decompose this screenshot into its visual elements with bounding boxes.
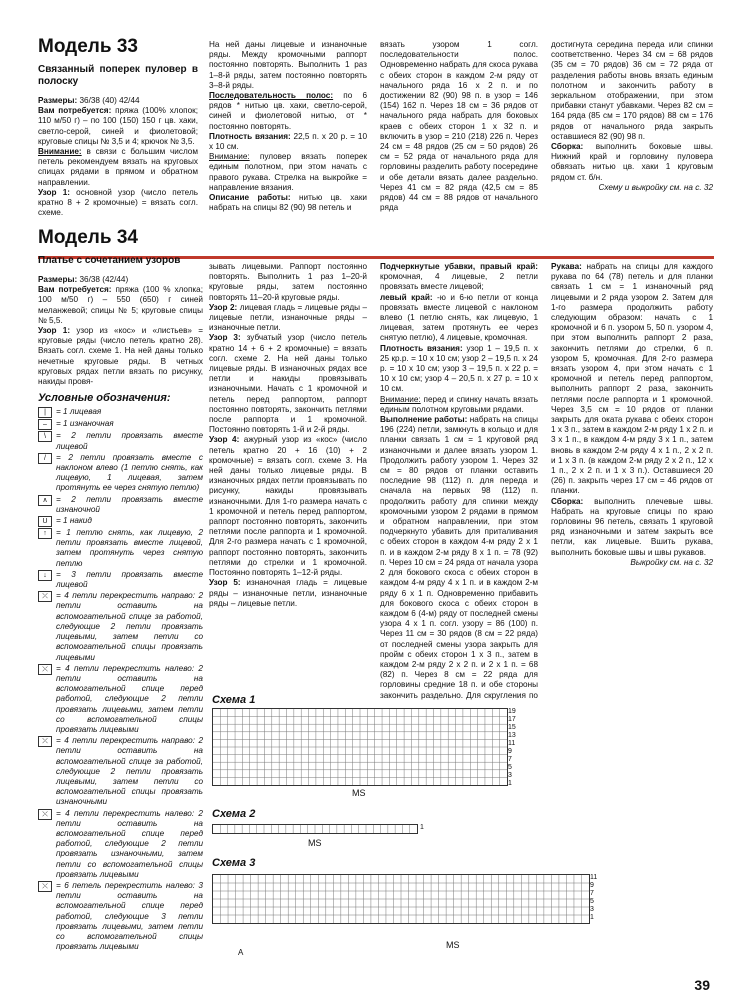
legend-symbol-icon: ⤫ (38, 591, 52, 602)
legend-item (38, 495, 203, 515)
text: основной узор (число петель кратно 8 + 2 кромочные) = вязать согл. схеме. (38, 187, 198, 218)
row-number: 1 (508, 780, 512, 787)
text: лицевая гладь = лицевые ряды – лицевые петли, изнаночные ряды – изнаночные петли. (209, 302, 367, 333)
model34-col4 (551, 262, 713, 962)
legend-symbol-icon: \ (38, 431, 52, 442)
legend-item (38, 516, 203, 527)
legend-symbol-icon: ⤫ (38, 736, 52, 747)
legend-item (38, 570, 203, 590)
legend-text: = 1 изнаночная (56, 419, 114, 429)
legend-symbol-icon: ↑ (38, 528, 52, 539)
row-number: 11 (590, 874, 598, 881)
scheme3-title: Схема 3 (212, 857, 256, 869)
row-number: 15 (508, 724, 516, 731)
text: нитью цв. хаки набрать на спицы 82 (90) 98 петель и (209, 193, 367, 213)
legend-text: = 4 петли перекрестить налево: 2 петли оставить на вспомогательной спице перед работой, следующие 2 петли провязать изнаночными, затем петли со вспомогательной спицы провязать лицевыми (56, 808, 203, 879)
row-number: 1 (420, 824, 424, 831)
label: Размеры: (38, 96, 78, 105)
label: Последовательность полос: (209, 91, 334, 101)
text: -ю и 6-ю петли от конца провязать вместе лицевой с наклоном влево (1 петлю снять, как лицевую, 1 лицевая, затем протянуть ее через снятую петлю), 4 лицевые, кромочная. (380, 292, 538, 343)
label: Плотность вязания: (380, 343, 463, 353)
text: вязать узором 1 согл. последовательности полос. Одновременно набрать для скоса рукава с обеих сторон в каждом 2-м ряду от начального ряда 16 х 2 п. и по достижении 82 (90) 98 п. в узор = 146 (154) 162 п. Через 18 см = 36 рядов от начального ряда набрать для боковых краев с обеих сторон 1 х 32 п. и включить в узор = 210 (218) 226 п. Через 24 см = 48 рядов (25 см = 50 рядов) 26 см = 52 ряда от начального ряда для горловины разделить работу посередине и обе детали вязать далее раздельно. Через 41 см = 82 ряда (42,5 см = 85 рядов) 44 см = 88 рядов от начального ряда (380, 40, 538, 213)
label: Размеры: (38, 275, 78, 284)
row-number: 1 (590, 914, 594, 921)
label: Узор 5: (209, 578, 241, 588)
row-number: 19 (508, 708, 516, 715)
page-number: 39 (694, 977, 710, 993)
row-number: 7 (508, 756, 512, 763)
legend-list (38, 407, 203, 952)
row-number: 3 (590, 906, 594, 913)
reference-note: Схему и выкройку см. на с. 32 (598, 182, 713, 192)
label: Описание работы: (209, 193, 291, 203)
label: Внимание: (38, 147, 82, 157)
legend-text: = 4 петли перекрестить направо: 2 петли оставить на вспомогательной спице за работой, следующие 2 петли провязать лицевыми, затем петли со вспомогательной спицы провязать изнаночными (56, 736, 203, 807)
model34-col3 (380, 262, 538, 702)
text: пряжа (100% хлопок; 110 м/50 г) – по 100 (150) 150 г цв. хаки, светло-серой, синей и фиолетовой; круговые спицы № 3,5 и 4; крючок № 3,5. (38, 106, 198, 146)
text: выполнить плечевые швы. Набрать на круговые спицы по краю горловины 96 петель, связать 1 круговой ряд изнаночными и затем закрыть все петли, как лицевые. Вшить рукава, выполнить боковые швы и швы рукавов. (551, 496, 713, 557)
legend-text: = 3 петли провязать вместе лицевой (56, 569, 203, 590)
legend-title: Условные обозначения: (38, 392, 171, 405)
model33-subtitle: Связанный поперек пуловер в полоску (38, 64, 198, 87)
scheme1-grid (212, 708, 508, 786)
scheme3-ms-label: MS (446, 940, 460, 950)
row-number: 11 (508, 740, 516, 747)
text: 22,5 п. х 20 р. = 10 х 10 см. (209, 131, 367, 152)
legend-symbol-icon: – (38, 419, 52, 430)
row-number: 13 (508, 732, 516, 739)
legend-text: = 2 петли провязать вместе лицевой (56, 431, 203, 451)
label: Внимание: (380, 394, 421, 404)
model33-col1 (38, 36, 198, 236)
legend-item (38, 431, 203, 451)
label: Вам потребуется: (38, 106, 112, 116)
legend-text: = 2 петли провязать вместе изнаночной (56, 494, 203, 514)
legend-text: = 1 лицевая (56, 407, 102, 417)
legend-text: = 2 петли провязать вместе с наклоном влево (1 петлю снять, как лицевую, 1 лицевая, затем протянуть ее через снятую петлю) (56, 452, 203, 493)
scheme2-ms-label: MS (308, 838, 322, 848)
legend-text: = 1 петлю снять, как лицевую, 2 петли провязать вместе лицевой, затем протянуть через снятую петлю (56, 528, 203, 568)
text: На ней даны лицевые и изнаночные ряды. Между кромочными раппорт постоянно повторять. Выполнить 1 раз 1–8-й ряды, затем постоянно повторять 3–8-й ряды. (209, 40, 367, 90)
reference-note: Выкройку см. на с. 32 (630, 557, 713, 567)
text: зубчатый узор (число петель кратно 14 + 6 + 2 кромочные) = вязать согл. схеме 2. На ней даны только лицевые ряды. В изнаночных рядах все петли и накиды провязывать изнаночными. Начать с 1 кромочной и петель перед раппортом, раппорт постоянно повторять, закончить петлями после раппорта и 1 кромочной. Постоянно повторять 1-й и 2-й ряды. (209, 333, 367, 435)
row-number: 3 (508, 772, 512, 779)
label: Выполнение работы: (380, 415, 468, 425)
scheme1-title: Схема 1 (212, 694, 256, 706)
legend-item (38, 419, 203, 430)
text: набрать на спицы 196 (224) петли, замкнуть в кольцо и для планки связать 1 см = 1 круговой ряд изнаночными и далее вязать узором 1. Продолжить работу узором 1. Через 32 см = 80 рядов от планки оставить последние 98 (112) п. для переда и сначала на первых 98 (112) п. продолжить работу для спинки между кромочными узором 2 рядами в прямом и обратном направлении, при этом подчеркнуто убавить для приталивания с обеих сторон в каждом 4-м ряду 2 х 1 п. и в каждом 2-м ряду 8 х 1 п. = 78 (92) п. Через 10 см = 24 ряда от начала узора 2 для бокового скоса с обеих сторон в каждом 4-м ряду 4 х 1 п. и в каждом 2-м ряду 6 х 1 п. Одновременно прибавить для бокового скоса с обеих сторон в каждом 6 (4-м) ряду от последней смены узора 4 х 1 п. согл. узору = 86 (100) п. Через 11 см = 30 рядов (8 см = 22 ряда) от последней смены узора закрыть для пройм с обеих сторон 1 х 3 п., затем в каждом 2-м ряду 2 х 2 п. и 2 х 1 п. = 68 (82) п. Через 8 см = 22 ряда для горловины средние 18 п. и обе стороны закончить раздельно. Для скругления по (380, 415, 538, 700)
legend-item (38, 528, 203, 569)
legend-symbol-icon: ⤬ (38, 664, 52, 675)
legend-item (38, 664, 203, 735)
legend-text: = 1 накид (56, 516, 92, 526)
label: Узор 4: (209, 435, 240, 445)
label: Внимание: (209, 152, 250, 162)
legend-item (38, 881, 203, 952)
row-number: 7 (590, 890, 594, 897)
legend-text: = 4 петли перекрестить налево: 2 петли оставить на вспомогательной спице перед работой, следующие 2 петли провязать лицевыми, затем петли со вспомогательной спицы провязать лицевыми (56, 663, 203, 734)
label: Вам потребуется: (38, 285, 112, 295)
scheme3-grid (212, 874, 590, 924)
scheme3-row-labels (590, 874, 597, 922)
legend-symbol-icon: / (38, 453, 52, 464)
scheme2-grid (212, 824, 418, 834)
label: Рукава: (551, 262, 582, 271)
legend-symbol-icon: ⤬ (38, 881, 52, 892)
row-number: 17 (508, 716, 516, 723)
text: в связи с большим числом петель рекомендуем вязать на круговых спицах рядами в прямом и обратном направлении. (38, 147, 198, 187)
row-number: 5 (508, 764, 512, 771)
legend-symbol-icon: U (38, 516, 52, 527)
text: изнаночная гладь = лицевые ряды – изнаночные петли, изнаночные ряды – лицевые петли. (209, 578, 367, 608)
scheme2-title: Схема 2 (212, 808, 256, 820)
text: узор из «кос» и «листьев» = круговые ряды (число петель кратно 28). Вязать согл. схеме 1. На ней даны только нечетные круговые ряды. В четных круговых рядах петли вязать по рисунку, накиды провя- (38, 326, 203, 387)
legend-item (38, 453, 203, 494)
text: пуловер вязать поперек единым полотном, при этом начать с правого рукава. Стрелка на выкройке = направление вязания. (209, 152, 367, 192)
legend-symbol-icon: | (38, 407, 52, 418)
legend-item (38, 407, 203, 418)
label: Узор 2: (209, 302, 238, 312)
legend-text: = 4 петли перекрестить направо: 2 петли оставить на вспомогательной спице за работой, следующие 2 петли провязать лицевыми, затем петли со вспомогательной спицы провязать лицевыми (56, 591, 203, 662)
label: Сборка: (551, 496, 584, 506)
label: Подчеркнутые убавки, правый край: (380, 262, 538, 271)
model34-col1 (38, 227, 203, 992)
scheme1-ms-label: MS (352, 788, 366, 798)
legend-symbol-icon: ⤬ (38, 809, 52, 820)
label: Сборка: (551, 142, 584, 152)
model34-heading: Модель 34 (38, 227, 138, 248)
legend-text: = 6 петель перекрестить налево: 3 петли оставить на вспомогательной спице перед работой, следующие 3 петли провязать лицевыми, затем петли со вспомогательной спицы провязать лицевыми (56, 880, 203, 952)
row-number: 9 (590, 882, 594, 889)
row-number: 5 (590, 898, 594, 905)
text: 36/38 (40) 42/44 (77, 96, 140, 105)
model34-col2 (209, 262, 367, 702)
text: кромочная, 4 лицевые, 2 петли провязать вместе лицевой; (380, 272, 538, 292)
scheme3-arrow-label: A (238, 948, 244, 957)
model34-subtitle: Платье с сочетанием узоров (38, 255, 181, 266)
text: по 6 рядов * нитью цв. хаки, светло-серой, синей и фиолетовой нитью, от * постоянно повторять. (209, 91, 367, 131)
row-number: 9 (508, 748, 512, 755)
legend-item (38, 591, 203, 662)
text: 36/38 (42/44) (77, 275, 129, 284)
model33-heading: Модель 33 (38, 36, 138, 57)
label: Узор 1: (38, 326, 71, 336)
label: Узор 3: (209, 333, 241, 343)
text: перед и спинку начать вязать единым полотном круговыми рядами. (380, 394, 538, 414)
text: зывать лицевыми. Раппорт постоянно повторять. Выполнить 1 раз 1–20-й круговые ряды, затем постоянно повторять 11–20-й круговые ряды. (209, 262, 367, 302)
text: выполнить боковые швы. Нижний край и горловину пуловера обвязать нитью цв. хаки 1 круговым рядом ст. б/н. (551, 142, 713, 182)
legend-item (38, 736, 203, 807)
label: Плотность вязания: (209, 131, 291, 141)
model33-col2 (209, 40, 367, 240)
label: левый край: (380, 292, 433, 302)
text: пряжа (100 % хлопка; 100 м/50 г) – 550 (650) г синей меланжевой; спицы № 5; круговые спицы № 5,5. (38, 285, 203, 325)
text: ажурный узор из «кос» (число петель кратно 20 + 16 (10) + 2 кромочные) = вязать согл. схеме 3. На ней даны только лицевые ряды. В изнаночных рядах петли провязывать по рисунку, накиды провязывать изнаночными. Для 1-го размера начать с 1 кромочной и петель перед раппортом, раппорт постоянно повторять, закончить петлями после раппорта и 1 кромочной. Для 2-го размера начать с 1 кромочной, раппорт постоянно повторять, закончить петлями до стрелки и 1 кромочной. Постоянно повторять 1–12-й ряды. (209, 435, 367, 578)
scheme2-row-labels (420, 824, 424, 832)
text: достигнута середина переда или спинки соответственно. Через 34 см = 68 рядов (35 см = 70 рядов) 36 см = 72 ряда от разделения работы вновь вязать единым полотном и закончить работу в зеркальном отображении, при этом прибавки станут убавками. Через 82 см = 164 ряда (85 см = 170 рядов) 88 см = 176 рядов от начального ряда закрыть оставшиеся 82 (90) 98 п. (551, 40, 713, 141)
legend-symbol-icon: ∧ (38, 495, 52, 506)
scheme1-row-labels (508, 708, 516, 788)
model33-col3 (380, 40, 538, 240)
legend-item (38, 809, 203, 880)
text: набрать на спицы для каждого рукава по 64 (78) петель и для планки связать 1 см = 1 изнаночный ряд лицевыми и 2 ряда узором 2. Затем для 1-го размера продолжить работу следующим образом: начать с 1 кромочной и 6 п. узором 5, 50 п. узором 4, при этом выполнить раппорт 2 раза, закончить петлями до стрелки, 6 п. узором 5, кромочная. Для 2-го размера вязать узором 4, при этом начать с 1 кромочной и петель перед раппортом, выполнить раппорт 2 раза, закончить петлями после раппорта и 1 кромочной. Через 3,5 см = 10 рядов от планки закрыть для оката рукава с обеих сторон 1 х 3 п., затем в каждом 2-м ряду 1 х 2 п. и 3 х 1 п., в каждом 4-м ряду 3 х 1 п., затем вновь в каждом 2-м ряду 4 х 1 п., 2 х 2 п. и 1 х 3 п. (в каждом 2-м ряду 2 х 2 п., 12 х 1 п., 2 х 2 п. и 1 х 3 п.). Оставшиеся 20 (26) п. закрыть через 17 см = 46 рядов от планки. (551, 262, 713, 496)
legend-symbol-icon: ↓ (38, 570, 52, 581)
label: Узор 1: (38, 187, 70, 197)
model33-col4 (551, 40, 713, 250)
text: узор 1 – 19,5 п. х 25 кр.р. = 10 х 10 см; узор 2 – 19,5 п. х 24 р. = 10 х 10 см; узор 3 – 19,5 п. х 22 р. = 10 х 10 см; узор 4 – 20,5 п. х 27 р. = 10 х 10 см. (380, 343, 538, 394)
